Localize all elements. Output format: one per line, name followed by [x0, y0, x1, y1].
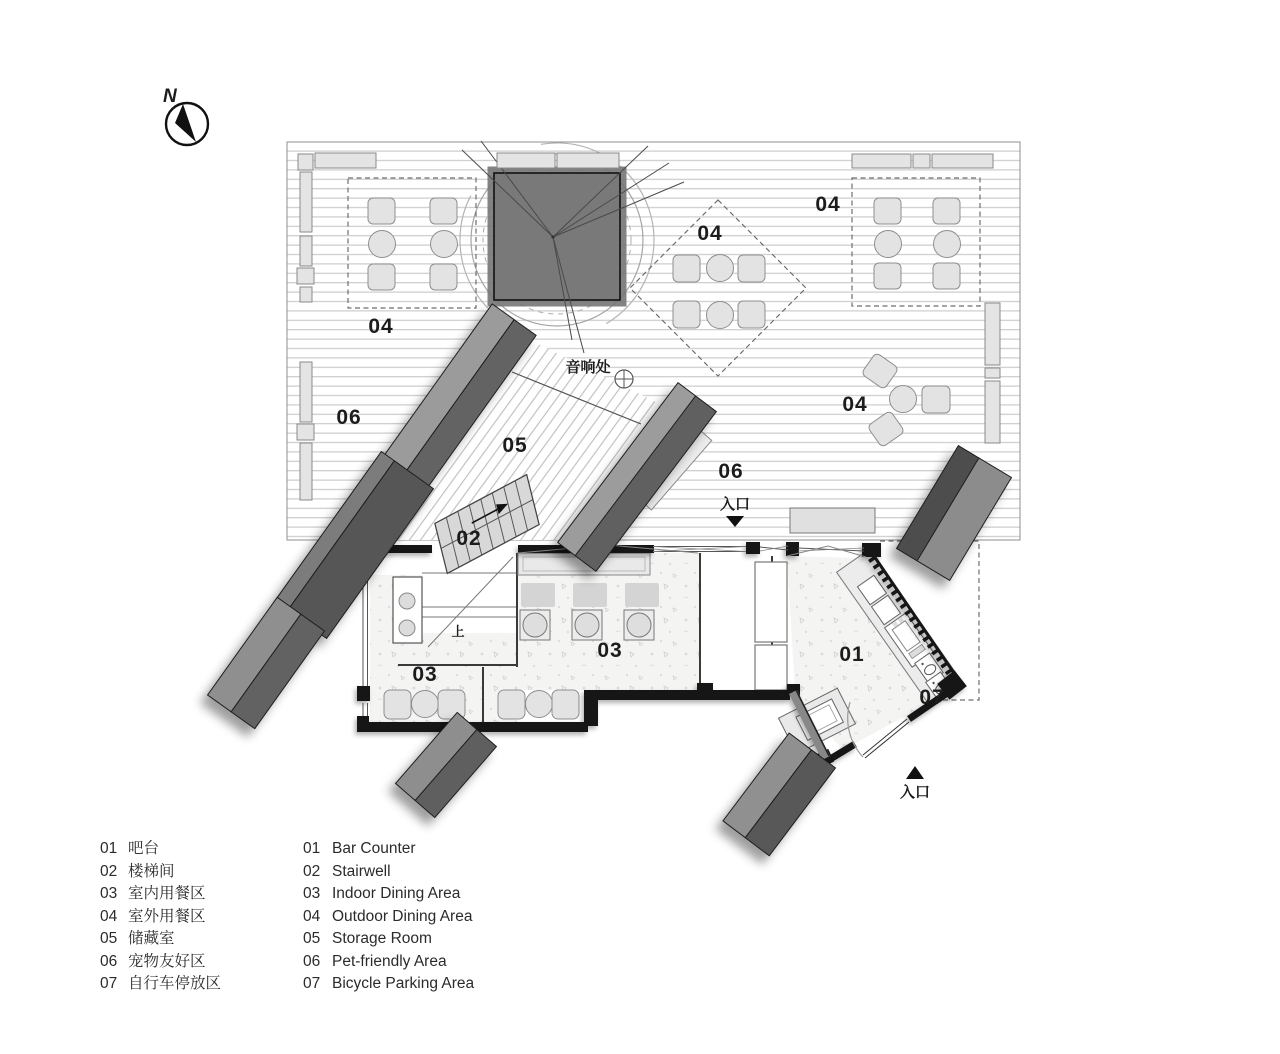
bench [297, 268, 314, 284]
label-stairwell: 02 [456, 527, 482, 550]
bench [300, 443, 312, 500]
svg-text:07: 07 [100, 975, 118, 992]
label-bar-counter: 01 [839, 643, 865, 666]
label-outdoor-dining: 04 [815, 193, 841, 216]
svg-text:02: 02 [100, 863, 118, 880]
svg-text:05: 05 [100, 930, 118, 947]
legend [100, 839, 475, 992]
svg-text:室内用餐区: 室内用餐区 [128, 885, 206, 902]
label-outdoor-dining: 04 [842, 393, 868, 416]
svg-text:楼梯间: 楼梯间 [128, 863, 175, 880]
bench [300, 172, 312, 232]
bench [985, 303, 1000, 365]
label-pet-friendly: 06 [336, 406, 362, 429]
svg-text:自行车停放区: 自行车停放区 [128, 975, 222, 992]
label-indoor-dining: 03 [597, 639, 623, 662]
label-speaker: 音响处 [565, 359, 611, 376]
kitchen-counter [393, 577, 422, 643]
bench [297, 424, 314, 440]
svg-text:Storage Room: Storage Room [332, 930, 432, 947]
bench [985, 381, 1000, 443]
bench [557, 153, 619, 168]
bench [300, 362, 312, 422]
svg-text:Indoor Dining Area: Indoor Dining Area [332, 885, 461, 902]
svg-text:室外用餐区: 室外用餐区 [128, 908, 206, 925]
svg-text:04: 04 [100, 908, 118, 925]
compass-north-label: N [163, 86, 177, 107]
svg-text:01: 01 [100, 840, 118, 857]
bench [497, 153, 555, 168]
bench [932, 154, 993, 168]
bench [300, 236, 312, 266]
bench [315, 153, 376, 168]
label-storage: 05 [502, 434, 528, 457]
legend-row [100, 929, 432, 947]
svg-text:06: 06 [303, 953, 321, 970]
bench [852, 154, 911, 168]
legend-row [100, 862, 391, 880]
legend-row [100, 884, 461, 902]
label-indoor-dining: 03 [412, 663, 438, 686]
svg-text:Stairwell: Stairwell [332, 863, 391, 880]
label-outdoor-dining: 04 [697, 222, 723, 245]
svg-text:Bicycle Parking Area: Bicycle Parking Area [332, 975, 475, 992]
label-pet-friendly: 06 [718, 460, 744, 483]
svg-text:吧台: 吧台 [128, 840, 160, 857]
legend-row [100, 974, 475, 992]
svg-text:宠物友好区: 宠物友好区 [128, 953, 206, 970]
legend-row [100, 952, 447, 970]
svg-text:05: 05 [303, 930, 321, 947]
svg-text:03: 03 [100, 885, 118, 902]
bench [913, 154, 930, 168]
svg-text:Pet-friendly Area: Pet-friendly Area [332, 953, 447, 970]
label-entrance-bottom: 入口 [899, 784, 931, 801]
compass [163, 86, 208, 145]
svg-text:06: 06 [100, 953, 118, 970]
svg-text:Bar Counter: Bar Counter [332, 840, 416, 857]
bench [790, 508, 875, 533]
entrance-arrow-up [906, 766, 924, 779]
bench [985, 368, 1000, 378]
label-up: 上 [451, 624, 465, 639]
legend-row [100, 907, 473, 925]
cabinet [755, 562, 787, 690]
svg-text:01: 01 [303, 840, 321, 857]
bench [300, 287, 312, 302]
svg-text:储藏室: 储藏室 [128, 930, 175, 947]
svg-text:04: 04 [303, 908, 321, 925]
label-entrance-top: 入口 [719, 496, 751, 513]
label-outdoor-dining: 04 [368, 315, 394, 338]
svg-text:07: 07 [303, 975, 321, 992]
svg-text:02: 02 [303, 863, 321, 880]
bench [298, 154, 313, 170]
tree-canopy [494, 173, 620, 300]
compass-needle-icon [175, 104, 196, 142]
legend-row [100, 839, 416, 857]
label-bicycle: 07 [919, 686, 945, 709]
svg-text:Outdoor Dining Area: Outdoor Dining Area [332, 908, 473, 925]
svg-text:03: 03 [303, 885, 321, 902]
